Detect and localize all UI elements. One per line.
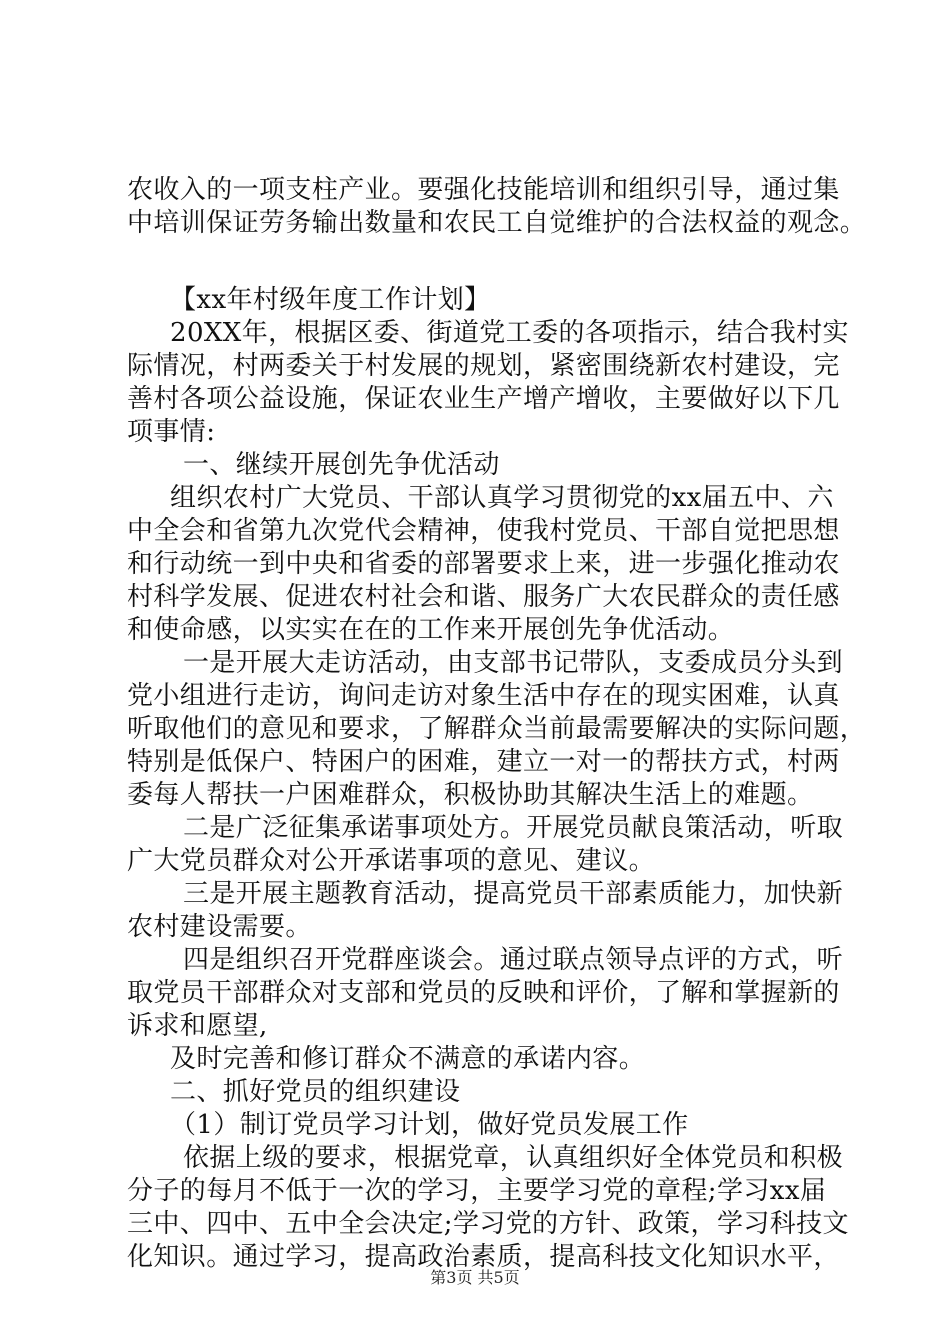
text-line: 和使命感，以实实在在的工作来开展创先争优活动。 <box>127 615 735 645</box>
text-line: 广大党员群众对公开承诺事项的意见、建议。 <box>127 846 656 876</box>
text-line: 依据上级的要求，根据党章，认真组织好全体党员和积极 <box>183 1143 844 1173</box>
section-heading: 一、继续开展创先争优活动 <box>183 450 500 480</box>
text-line: 三是开展主题教育活动，提高党员干部素质能力，加快新 <box>183 879 844 909</box>
text-line: 分子的每月不低于一次的学习，主要学习党的章程;学习xx届 <box>127 1176 827 1206</box>
text-line: 及时完善和修订群众不满意的承诺内容。 <box>170 1044 646 1074</box>
text-line: 委每人帮扶一户困难群众，积极协助其解决生活上的难题。 <box>127 780 814 810</box>
text-line: 二是广泛征集承诺事项处方。开展党员献良策活动，听取 <box>183 813 844 843</box>
page-footer: 第3页 共5页 <box>430 1268 520 1287</box>
text-line: 组织农村广大党员、干部认真学习贯彻党的xx届五中、六 <box>170 483 834 513</box>
text-line: 20XX年，根据区委、街道党工委的各项指示，结合我村实 <box>170 318 849 348</box>
text-line: 中培训保证劳务输出数量和农民工自觉维护的合法权益的观念。 <box>127 208 867 238</box>
document-body <box>127 174 867 1274</box>
text-line: 农收入的一项支柱产业。要强化技能培训和组织引导，通过集 <box>127 175 840 205</box>
text-line: 特别是低保户、特困户的困难，建立一对一的帮扶方式，村两 <box>127 747 840 777</box>
text-line: 项事情: <box>127 417 216 447</box>
text-line: 四是组织召开党群座谈会。通过联点领导点评的方式，听 <box>183 945 844 975</box>
text-line: 党小组进行走访，询问走访对象生活中存在的现实困难，认真 <box>127 681 840 711</box>
paragraph-gap <box>127 240 847 284</box>
text-line: 际情况，村两委关于村发展的规划，紧密围绕新农村建设，完 <box>127 351 840 381</box>
text-line: 一是开展大走访活动，由支部书记带队，支委成员分头到 <box>183 648 844 678</box>
text-line: 农村建设需要。 <box>127 912 312 942</box>
section-heading: 二、抓好党员的组织建设 <box>170 1077 461 1107</box>
text-line: 善村各项公益设施，保证农业生产增产增收，主要做好以下几 <box>127 384 840 414</box>
text-line: 三中、四中、五中全会决定;学习党的方针、政策，学习科技文 <box>127 1209 849 1239</box>
text-line: 化知识。通过学习，提高政治素质，提高科技文化知识水平， <box>127 1242 840 1272</box>
text-line: 村科学发展、促进农村社会和谐、服务广大农民群众的责任感 <box>127 582 840 612</box>
section-heading: 【xx年村级年度工作计划】 <box>170 285 491 315</box>
text-line: 中全会和省第九次党代会精神，使我村党员、干部自觉把思想 <box>127 516 840 546</box>
subsection-heading: （1）制订党员学习计划，做好党员发展工作 <box>170 1110 689 1140</box>
text-line: 诉求和愿望, <box>127 1011 268 1041</box>
text-line: 取党员干部群众对支部和党员的反映和评价，了解和掌握新的 <box>127 978 840 1008</box>
text-line: 听取他们的意见和要求，了解群众当前最需要解决的实际问题， <box>127 714 867 744</box>
text-line: 和行动统一到中央和省委的部署要求上来，进一步强化推动农 <box>127 549 840 579</box>
